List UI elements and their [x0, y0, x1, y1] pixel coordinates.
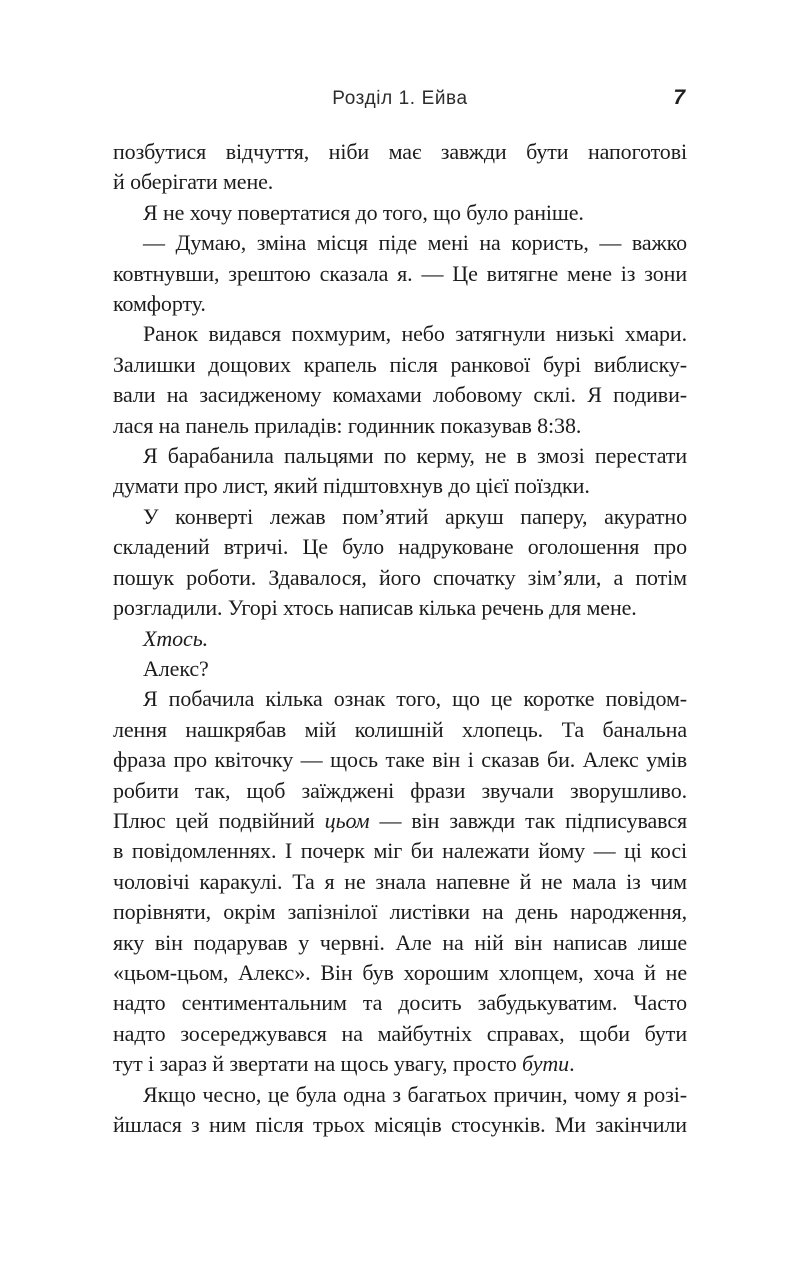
text-line: Хтось. [143, 625, 209, 651]
text-line: складений втричі. Це було надруковане оголошення про [113, 534, 687, 560]
text-line: «цьом-цьом, Алекс». Він був хорошим хлопцем, хоча й не [113, 959, 687, 985]
text-line: лення нашкрябав мій колишній хлопець. Та банальна [113, 716, 687, 742]
running-header [113, 86, 687, 112]
text-line: Алекс? [143, 655, 209, 681]
text-line: позбутися відчуття, ніби має завжди бути напоготові [113, 139, 687, 164]
text-line: йшлася з ним після трьох місяців стосунків. Ми закінчили [113, 1112, 687, 1137]
text-line: в повідомленнях. І почерк міг би належати йому — ці косі [113, 838, 687, 864]
text-line: Я барабанила пальцями по керму, не в змозі перестати [143, 443, 687, 469]
text-line: й оберігати мене. [113, 169, 274, 195]
text-line: надто зосереджувався на майбутніх справах, щоби бути [113, 1020, 687, 1046]
text-line: яку він подарував у червні. Але на ній він написав лише [113, 929, 687, 955]
chapter-title: Розділ 1. Ейва [332, 88, 468, 109]
text-line: порівняти, окрім запізнілої листівки на день народження, [113, 899, 687, 925]
text-line: фраза про квіточку — щось таке він і сказав би. Алекс умів [113, 747, 687, 773]
body-text [113, 137, 687, 1140]
text-line: робити так, щоб заїжджені фрази звучали зворушливо. [113, 777, 687, 803]
text-line: чоловічі каракулі. Та я не знала напевне й не мала із чим [113, 868, 687, 894]
text-line: Я не хочу повертатися до того, що було раніше. [143, 199, 584, 225]
text-line: Якщо чесно, це була одна з багатьох причин, чому я розі- [143, 1081, 687, 1107]
text-line: надто сентиментальним та досить забудькуватим. Часто [113, 990, 687, 1016]
text-line: розгладили. Угорі хтось написав кілька речень для мене. [113, 595, 637, 621]
text-line: У конверті лежав пом’ятий аркуш паперу, акуратно [143, 503, 687, 529]
text-line: Плюс цей подвійний цьом — він завжди так підписувався [113, 807, 688, 833]
text-line: — Думаю, зміна місця піде мені на користь, — важко [143, 230, 687, 256]
text-line: думати про лист, який підштовхнув до цієї поїздки. [113, 473, 590, 499]
text-line: тут і зараз й звертати на щось увагу, просто бути. [113, 1051, 575, 1077]
text-line: Я побачила кілька ознак того, що це коротке повідом- [143, 686, 687, 712]
text-line: комфорту. [113, 291, 206, 317]
text-line: Залишки дощових крапель після ранкової бурі виблиску- [113, 351, 687, 377]
text-line: ковтнувши, зрештою сказала я. — Це витягне мене із зони [113, 260, 687, 286]
text-line: пошук роботи. Здавалося, його спочатку зім’яли, а потім [113, 564, 687, 590]
page-number: 7 [673, 86, 685, 109]
text-line: лася на панель приладів: годинник показував 8:38. [113, 412, 582, 438]
text-line: вали на засидженому комахами лобовому склі. Я подиви- [113, 382, 687, 408]
text-line: Ранок видався похмурим, небо затягнули низькі хмари. [143, 321, 687, 347]
